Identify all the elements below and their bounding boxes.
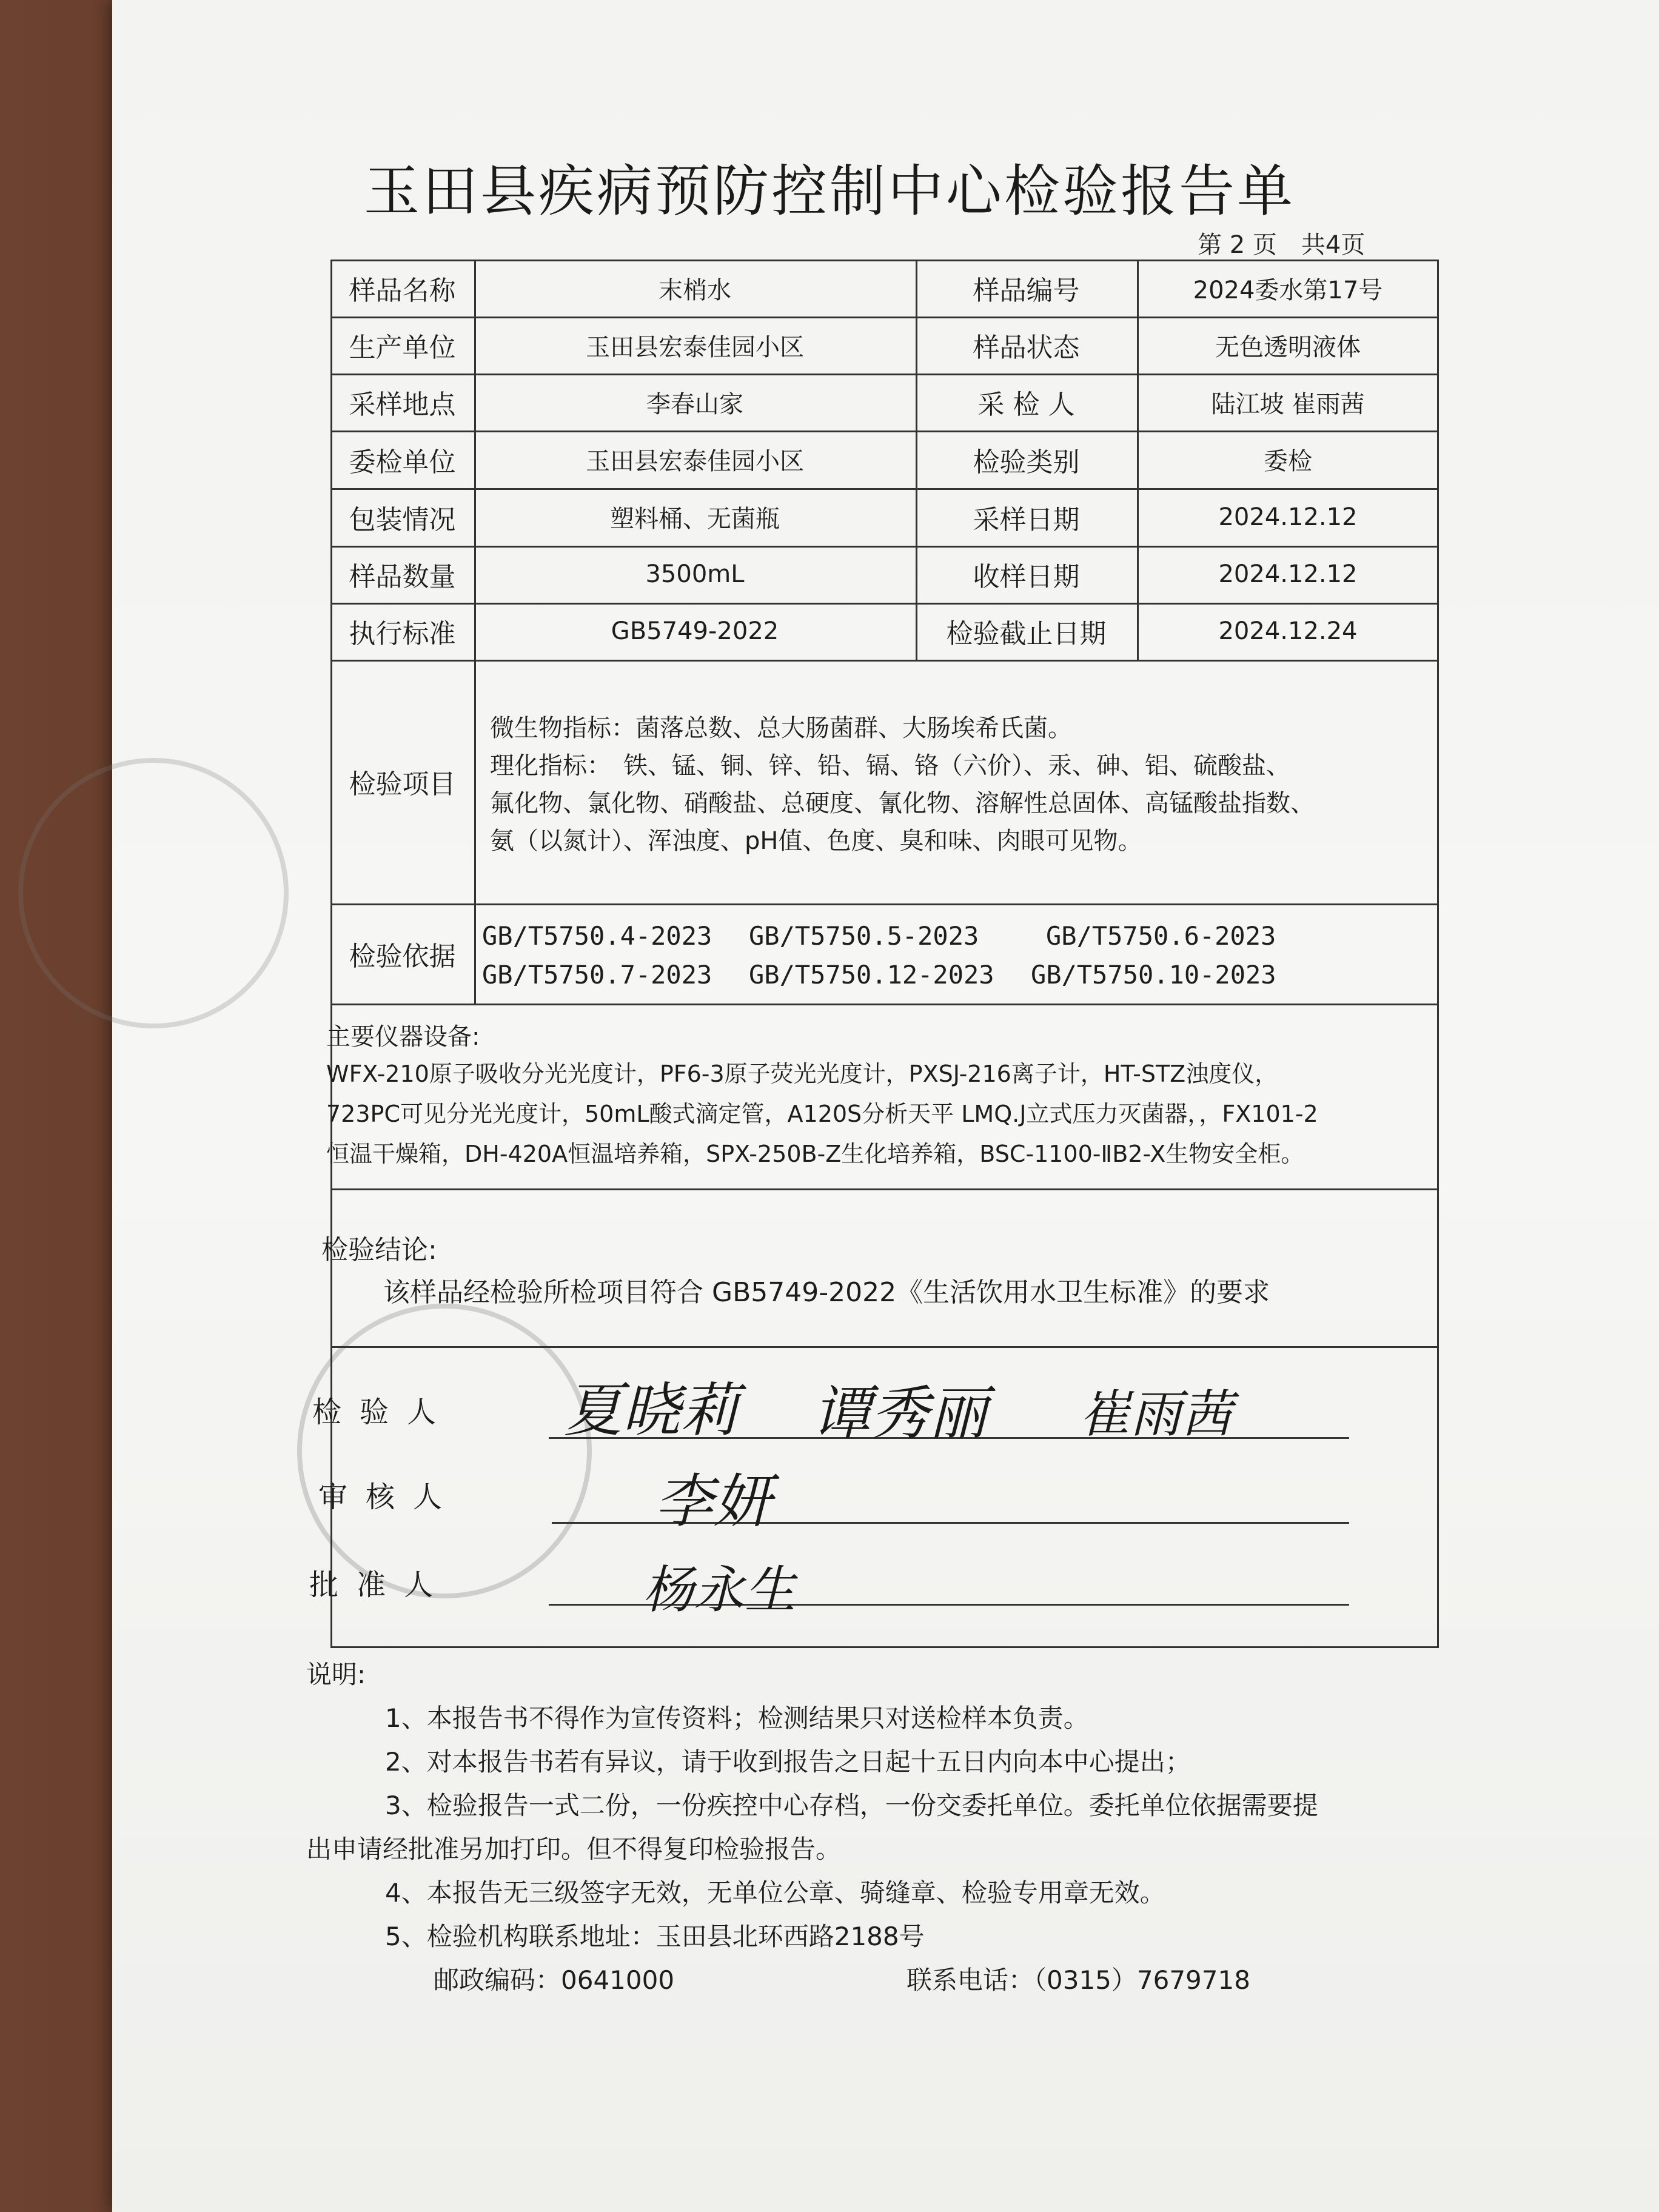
- handwritten-signature: 杨永生: [643, 1560, 796, 1620]
- row-divider: [330, 1188, 1439, 1190]
- label-sample-name: 样品名称: [349, 275, 456, 306]
- equipment-line: WFX-210原子吸收分光光度计，PF6-3原子荧光光度计，PXSJ-216离子计，HT-STZ浊度仪，: [326, 1061, 1278, 1087]
- label-standard: 执行标准: [349, 618, 456, 649]
- value-client: 玉田县宏泰佳园小区: [586, 447, 804, 475]
- basis-standard: GB/T5750.10-2023: [1031, 960, 1276, 990]
- equipment-list: [326, 1054, 1430, 1174]
- basis-standard: GB/T5750.4-2023: [482, 921, 712, 951]
- label-sampling-date: 采样日期: [973, 504, 1080, 535]
- label-client: 委检单位: [349, 446, 456, 478]
- value-test-type: 委检: [1264, 447, 1312, 475]
- value-site: 李春山家: [646, 390, 743, 418]
- label-package: 包装情况: [349, 504, 456, 535]
- label-producer: 生产单位: [349, 332, 456, 363]
- basis-standard: GB/T5750.5-2023: [749, 921, 979, 951]
- basis-standard: GB/T5750.6-2023: [1046, 921, 1276, 951]
- label-reviewer: 审核人: [318, 1480, 461, 1514]
- label-quantity: 样品数量: [349, 561, 456, 592]
- value-package: 塑料桶、无菌瓶: [610, 505, 780, 533]
- label-sample-no: 样品编号: [973, 275, 1080, 306]
- conclusion-heading: 检验结论:: [321, 1235, 437, 1265]
- note-line: 出申请经批准另加打印。但不得复印检验报告。: [306, 1834, 842, 1864]
- row-divider: [330, 903, 1439, 905]
- handwritten-signature: 崔雨茜: [1079, 1384, 1233, 1444]
- label-test-items: 检验项目: [349, 769, 456, 800]
- test-item-line: 氟化物、氯化物、硝酸盐、总硬度、氰化物、溶解性总固体、高锰酸盐指数、: [490, 789, 1315, 817]
- test-item-line: 理化指标： 铁、锰、铜、锌、铅、镉、铬（六价）、汞、砷、铝、硫酸盐、: [490, 752, 1290, 780]
- notes-section: [306, 1653, 1458, 2002]
- value-producer: 玉田县宏泰佳园小区: [586, 333, 804, 361]
- value-sample-name: 末梢水: [659, 276, 731, 304]
- handwritten-signature: 李妍: [655, 1467, 771, 1535]
- label-approver: 批准人: [309, 1568, 452, 1602]
- page-indicator: 第 2 页 共4页: [1198, 231, 1366, 259]
- phone: 联系电话：（0315）7679718: [907, 1965, 1250, 1995]
- note-line: 1、本报告书不得作为宣传资料；检测结果只对送检样本负责。: [385, 1703, 1089, 1733]
- report-title: 玉田县疾病预防控制中心检验报告单: [363, 159, 1295, 224]
- value-deadline: 2024.12.24: [1218, 617, 1358, 645]
- value-sampler: 陆江坡 崔雨茜: [1211, 390, 1365, 418]
- basis-standard: GB/T5750.12-2023: [749, 960, 994, 990]
- value-receive-date: 2024.12.12: [1218, 560, 1358, 588]
- note-line: 4、本报告无三级签字无效，无单位公章、骑缝章、检验专用章无效。: [385, 1878, 1165, 1908]
- label-test-basis: 检验依据: [349, 940, 456, 972]
- row-divider: [330, 660, 1439, 662]
- notes-title: 说明:: [306, 1660, 366, 1689]
- handwritten-signature: 谭秀丽: [813, 1379, 987, 1447]
- note-line: 3、检验报告一式二份，一份疾控中心存档，一份交委托单位。委托单位依据需要提: [385, 1791, 1318, 1820]
- label-sample-state: 样品状态: [973, 332, 1080, 363]
- value-standard: GB5749-2022: [611, 617, 779, 645]
- note-line: 5、检验机构联系地址：玉田县北环西路2188号: [385, 1922, 925, 1951]
- test-items-list: [490, 709, 1424, 860]
- label-sampler: 采 检 人: [977, 389, 1075, 420]
- equipment-line: 723PC可见分光光度计，50mL酸式滴定管，A120S分析天平 LMQ.J立式压力灭菌器，，FX101-2: [326, 1101, 1318, 1127]
- postcode: 邮政编码：0641000: [434, 1965, 675, 1995]
- label-test-type: 检验类别: [973, 446, 1080, 478]
- equipment-heading: 主要仪器设备:: [326, 1023, 480, 1051]
- test-basis-list: [482, 917, 1276, 994]
- equipment-line: 恒温干燥箱，DH-420A恒温培养箱，SPX-250B-Z生化培养箱，BSC-1100-ⅡB2-X生物安全柜。: [326, 1141, 1304, 1167]
- basis-standard: GB/T5750.7-2023: [482, 960, 712, 990]
- label-site: 采样地点: [349, 389, 456, 420]
- row-divider: [330, 1346, 1439, 1348]
- note-line: 2、对本报告书若有异议，请于收到报告之日起十五日内向本中心提出；: [385, 1747, 1191, 1777]
- handwritten-signature: 夏晓莉: [564, 1376, 739, 1444]
- value-sample-state: 无色透明液体: [1215, 333, 1361, 361]
- conclusion-text: 该样品经检验所检项目符合 GB5749-2022《生活饮用水卫生标准》的要求: [383, 1277, 1270, 1308]
- test-item-line: 氨（以氮计）、浑浊度、pH值、色度、臭和味、肉眼可见物。: [490, 827, 1142, 855]
- value-quantity: 3500mL: [645, 560, 745, 588]
- label-inspector: 检验人: [312, 1395, 455, 1429]
- value-sampling-date: 2024.12.12: [1218, 503, 1358, 531]
- test-item-line: 微生物指标：菌落总数、总大肠菌群、大肠埃希氏菌。: [490, 714, 1072, 742]
- label-receive-date: 收样日期: [973, 561, 1080, 592]
- value-sample-no: 2024委水第17号: [1193, 276, 1383, 304]
- label-deadline: 检验截止日期: [946, 618, 1107, 649]
- official-seal-left: [18, 758, 289, 1028]
- row-divider: [330, 1004, 1439, 1005]
